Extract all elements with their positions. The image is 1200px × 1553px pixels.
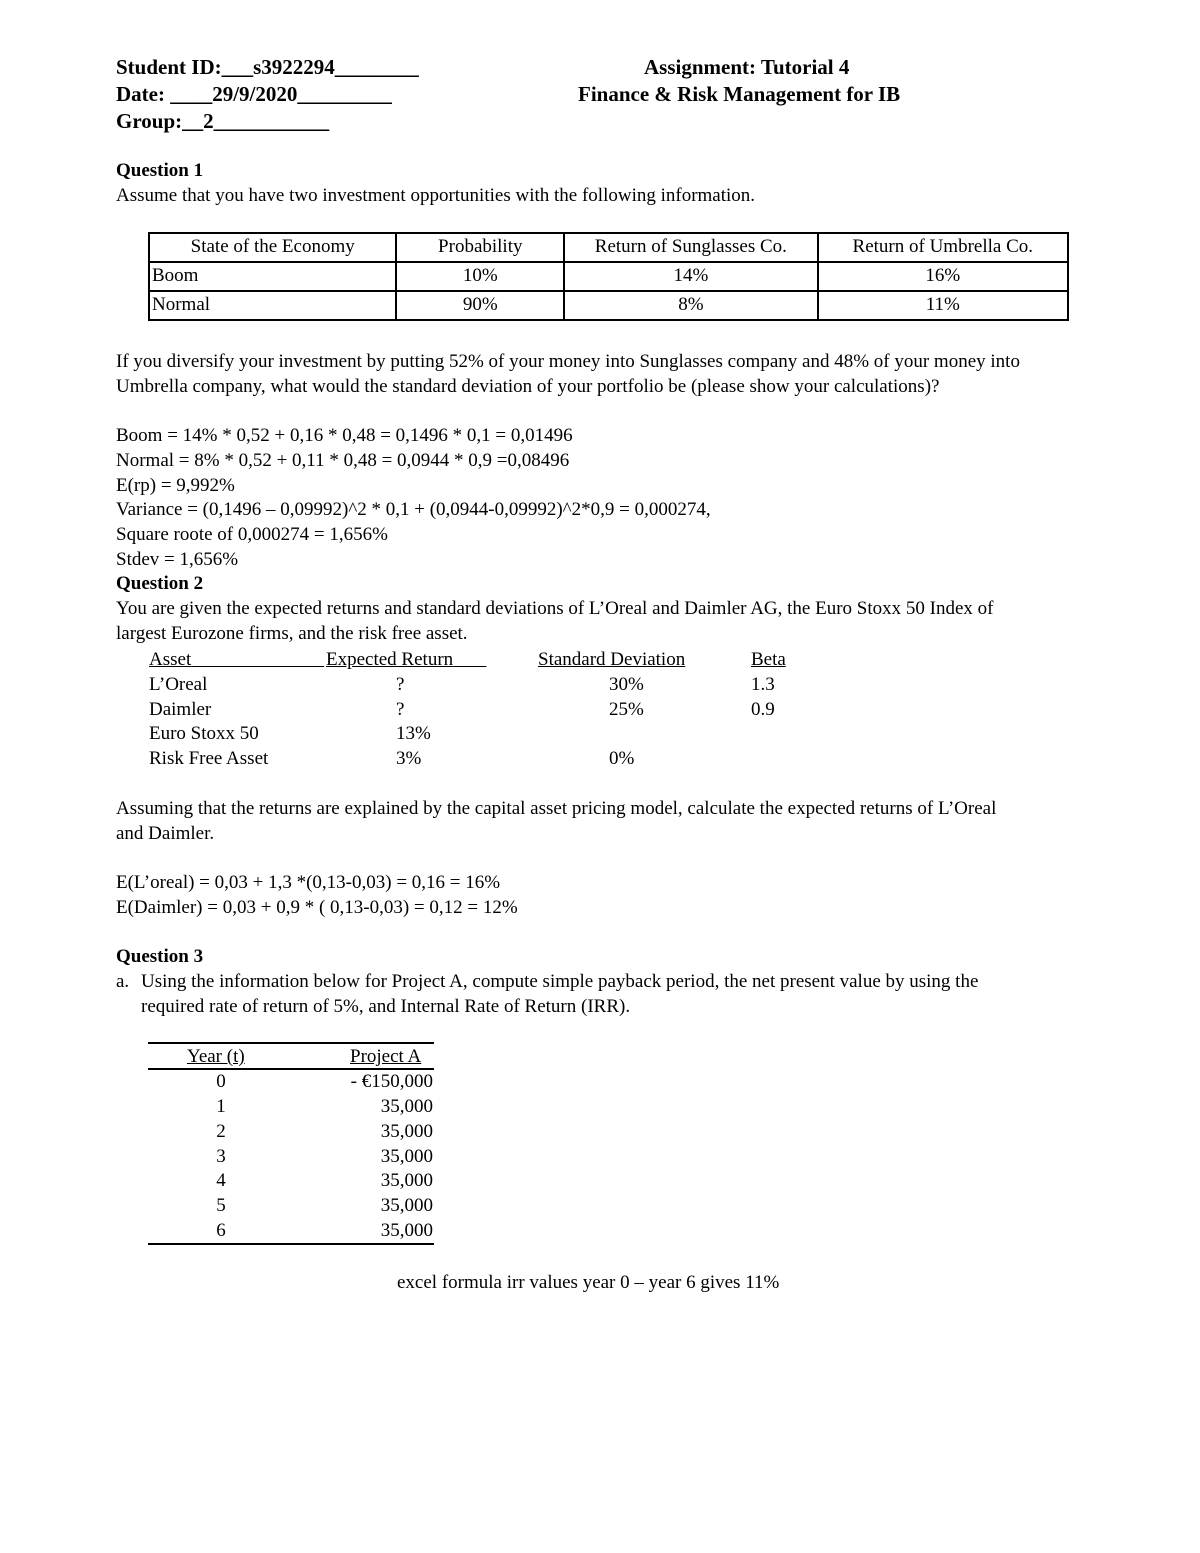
q1-table-row (149, 262, 1068, 291)
q2-cell: 25% (609, 699, 644, 720)
q2-cell: Daimler (149, 699, 212, 720)
q2-cell: 0.9 (751, 699, 775, 720)
q3-cell-value: 35,000 (380, 1195, 433, 1216)
q2-cell: 0% (609, 748, 635, 769)
date: Date: ____29/9/2020_________ (116, 82, 392, 106)
q3-cell-value: - €150,000 (350, 1071, 433, 1092)
q3-cell-value: 35,000 (380, 1170, 433, 1191)
q1-answer-line: Variance = (0,1496 – 0,09992)^2 * 0,1 + (0,0944-0,09992)^2*0,9 = 0,000274, (116, 499, 711, 520)
q2-header-beta: Beta (751, 649, 786, 670)
group: Group:__2___________ (116, 109, 330, 133)
q2-cell: 13% (396, 723, 431, 744)
q1-answer-line: E(rp) = 9,992% (116, 475, 235, 496)
q1-table-row (149, 291, 1068, 320)
q2-cell: ? (396, 674, 405, 695)
q3-part-a-line: Using the information below for Project A, compute simple payback period, the net present value by using the (141, 971, 979, 992)
q2-intro-line: You are given the expected returns and standard deviations of L’Oreal and Daimler AG, the Euro Stoxx 50 Index of (116, 598, 994, 619)
q3-table-top-rule (148, 1042, 434, 1044)
q2-header-asset: Asset (149, 649, 192, 670)
q1-table (148, 232, 1069, 321)
course-title: Finance & Risk Management for IB (578, 82, 901, 106)
q2-cell: Euro Stoxx 50 (149, 723, 259, 744)
q1-answer-line: Square roote of 0,000274 = 1,656% (116, 524, 388, 545)
q3-part-a-label: a. (116, 971, 130, 992)
q2-answer-line: E(L’oreal) = 0,03 + 1,3 *(0,13-0,03) = 0,16 = 16% (116, 872, 501, 893)
q2-cell: 1.3 (751, 674, 775, 695)
q1-header-cell: Return of Sunglasses Co. (564, 233, 817, 262)
q2-cell: L’Oreal (149, 674, 208, 695)
q3-note: excel formula irr values year 0 – year 6 gives 11% (397, 1272, 780, 1293)
q1-header-cell: State of the Economy (149, 233, 396, 262)
q2-header-expected-return: Expected Return (326, 649, 454, 670)
q1-title: Question 1 (116, 160, 204, 181)
q1-cell: 90% (396, 291, 564, 320)
q3-part-a-line: required rate of return of 5%, and Internal Rate of Return (IRR). (141, 996, 631, 1017)
q2-cell: 30% (609, 674, 644, 695)
q1-answer-line: Stdev = 1,656% (116, 549, 239, 570)
q3-cell-year: 4 (216, 1170, 226, 1191)
q2-cell: 3% (396, 748, 422, 769)
q3-header-year: Year (t) (187, 1046, 245, 1067)
q1-cell: 16% (818, 262, 1068, 291)
q1-cell: 11% (818, 291, 1068, 320)
q1-answer-line: Normal = 8% * 0,52 + 0,11 * 0,48 = 0,0944 * 0,9 =0,08496 (116, 450, 570, 471)
q3-cell-value: 35,000 (380, 1220, 433, 1241)
q1-cell: Boom (149, 262, 396, 291)
q2-title: Question 2 (116, 573, 204, 594)
q1-answer-line: Boom = 14% * 0,52 + 0,16 * 0,48 = 0,1496 * 0,1 = 0,01496 (116, 425, 573, 446)
q2-question-line: Assuming that the returns are explained by the capital asset pricing model, calculate the expected returns of L’Oreal (116, 798, 997, 819)
q3-cell-year: 2 (216, 1121, 226, 1142)
student-id: Student ID:___s3922294________ (116, 55, 419, 79)
q1-table-header-row (149, 233, 1068, 262)
q3-title: Question 3 (116, 946, 204, 967)
q3-cell-value: 35,000 (380, 1121, 433, 1142)
q2-question-line: and Daimler. (116, 823, 215, 844)
q1-question-line: Umbrella company, what would the standard deviation of your portfolio be (please show your calculations)? (116, 376, 940, 397)
q3-table-bottom-rule (148, 1243, 434, 1245)
q2-header-std-dev: Standard Deviation (538, 649, 686, 670)
q3-cell-year: 0 (216, 1071, 226, 1092)
q2-cell: ? (396, 699, 405, 720)
q1-intro: Assume that you have two investment opportunities with the following information. (116, 185, 756, 206)
q3-cell-year: 3 (216, 1146, 226, 1167)
q3-header-project: Project A (350, 1046, 422, 1067)
q3-cell-value: 35,000 (380, 1096, 433, 1117)
q2-answer-line: E(Daimler) = 0,03 + 0,9 * ( 0,13-0,03) = 0,12 = 12% (116, 897, 518, 918)
q2-cell: Risk Free Asset (149, 748, 269, 769)
q1-header-cell: Probability (396, 233, 564, 262)
q3-cell-year: 6 (216, 1220, 226, 1241)
q2-intro-line: largest Eurozone firms, and the risk free asset. (116, 623, 468, 644)
q1-cell: 8% (564, 291, 817, 320)
q3-cell-value: 35,000 (380, 1146, 433, 1167)
q1-cell: Normal (149, 291, 396, 320)
q1-question-line: If you diversify your investment by putting 52% of your money into Sunglasses company and 48% of your money into (116, 351, 1020, 372)
q3-cell-year: 1 (216, 1096, 226, 1117)
q1-header-cell: Return of Umbrella Co. (818, 233, 1068, 262)
q1-cell: 10% (396, 262, 564, 291)
assignment-title: Assignment: Tutorial 4 (644, 55, 850, 79)
q1-cell: 14% (564, 262, 817, 291)
q3-cell-year: 5 (216, 1195, 226, 1216)
